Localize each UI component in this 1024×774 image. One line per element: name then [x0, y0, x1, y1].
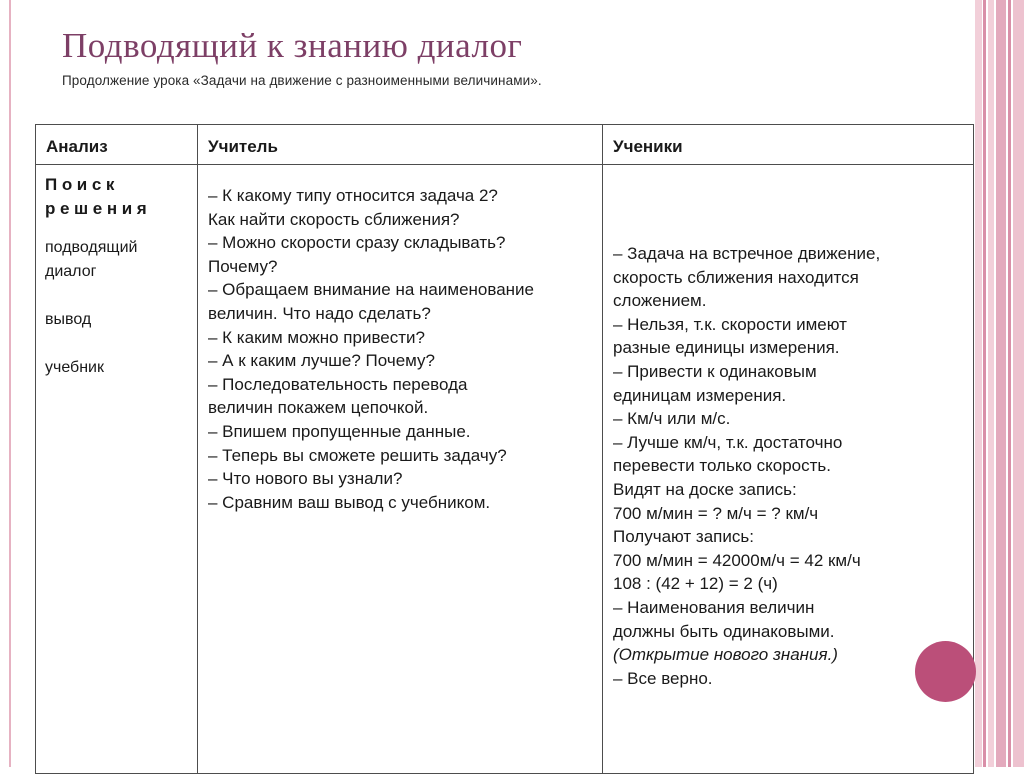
teacher-line: – Сравним ваш вывод с учебником.	[208, 492, 491, 512]
teacher-line: – А к каким лучше? Почему?	[208, 351, 436, 371]
analysis-cell	[36, 165, 198, 774]
student-line: – Привести к одинаковым	[613, 361, 817, 381]
teacher-line: Почему?	[208, 256, 278, 276]
analysis-heading-line: Поиск	[45, 175, 120, 194]
teacher-line: – Обращаем внимание на наименование	[208, 280, 534, 300]
teacher-line: – Теперь вы сможете решить задачу?	[208, 445, 507, 465]
teacher-line: величин. Что надо сделать?	[208, 303, 431, 323]
student-line: 700 м/мин = ? м/ч = ? км/ч	[613, 503, 819, 523]
right-decorative-stripes	[975, 0, 1024, 767]
student-line: – Задача на встречное движение,	[613, 244, 881, 263]
table-body-row	[36, 165, 974, 774]
analysis-label: вывод	[45, 311, 92, 329]
student-line-italic: (Открытие нового знания.)	[613, 645, 838, 665]
student-line: – Км/ч или м/с.	[613, 409, 731, 429]
student-line: скорость сближения находится	[613, 267, 859, 287]
student-line: перевести только скорость.	[613, 456, 831, 476]
student-line: единицам измерения.	[613, 385, 787, 405]
student-line: 700 м/мин = 42000м/ч = 42 км/ч	[613, 550, 861, 570]
teacher-line: Как найти скорость сближения?	[208, 209, 460, 229]
teacher-line: – К какому типу относится задача 2?	[208, 186, 498, 205]
header-students: Ученики	[603, 125, 974, 165]
analysis-label: диалог	[45, 263, 97, 281]
left-decorative-rule	[9, 0, 11, 767]
student-line: разные единицы измерения.	[613, 338, 840, 358]
teacher-line: – К каким можно привести?	[208, 327, 425, 347]
decorative-circle	[915, 641, 976, 702]
teacher-line: величин покажем цепочкой.	[208, 398, 429, 418]
teacher-cell	[198, 165, 603, 774]
analysis-heading-line: решения	[45, 198, 152, 218]
teacher-line: – Впишем пропущенные данные.	[208, 421, 471, 441]
teacher-line: – Можно скорости сразу складывать?	[208, 233, 506, 253]
slide-subtitle: Продолжение урока «Задачи на движение с разноименными величинами».	[62, 73, 542, 88]
student-line: сложением.	[613, 291, 707, 311]
student-line: – Лучше км/ч, т.к. достаточно	[613, 432, 843, 452]
analysis-label: подводящий	[45, 239, 138, 257]
header-teacher: Учитель	[198, 125, 603, 165]
student-line: Получают запись:	[613, 527, 754, 547]
teacher-line: – Что нового вы узнали?	[208, 469, 403, 489]
analysis-label: учебник	[45, 359, 104, 377]
student-line: – Наименования величин	[613, 597, 815, 617]
lesson-table	[35, 124, 974, 774]
header-analysis: Анализ	[36, 125, 198, 165]
student-line: – Все верно.	[613, 668, 713, 688]
student-line: Видят на доске запись:	[613, 479, 797, 499]
teacher-line: – Последовательность перевода	[208, 374, 468, 394]
student-line: – Нельзя, т.к. скорости имеют	[613, 314, 847, 334]
student-line: 108 : (42 + 12) = 2 (ч)	[613, 574, 778, 594]
table-header-row	[36, 125, 974, 165]
slide-title: Подводящий к знанию диалог	[62, 26, 523, 65]
student-line: должны быть одинаковыми.	[613, 621, 835, 641]
